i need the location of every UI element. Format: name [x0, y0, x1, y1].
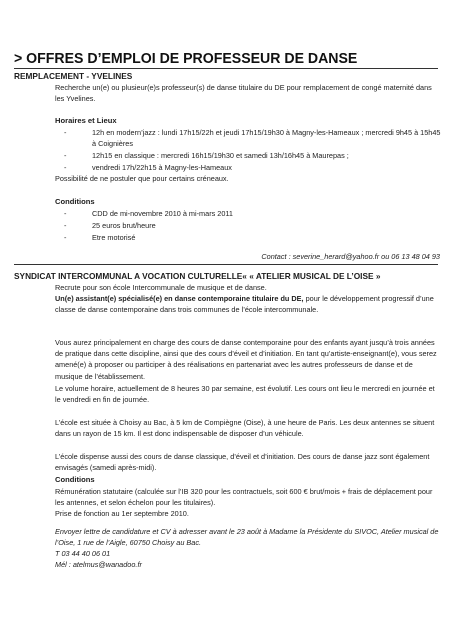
offer1-contact: Contact : severine_herard@yahoo.fr ou 06 13 48 04 93: [261, 252, 440, 261]
offer1-condition-text: CDD de mi-novembre 2010 à mi-mars 2011: [92, 209, 233, 218]
page-title: > OFFRES D’EMPLOI DE PROFESSEUR DE DANSE: [14, 50, 358, 67]
bullet-dash: -: [64, 209, 67, 218]
offer1-hours-text: 12h15 en classique : mercredi 16h15/19h30 et samedi 13h/16h45 à Maurepas ;: [92, 151, 349, 160]
offer2-role: [55, 293, 441, 315]
bullet-dash: -: [64, 128, 67, 137]
bullet-dash: -: [64, 163, 67, 172]
section-rule: [14, 264, 438, 265]
offer2-paragraph: Vous aurez principalement en charge des cours de danse contemporaine pour des enfants ayant jusqu’à trois années de pratique dans cette discipline, ainsi que des cours d’éveil et d’initiation. En tant qu’artiste-enseignant(e), vous serez amené(e) à proposer ou participer à des réalisations en partenariat avec les autres professeurs de danse et de musique de l’établissement.: [55, 338, 437, 381]
bullet-dash: -: [64, 151, 67, 160]
offer1-heading: REMPLACEMENT - YVELINES: [14, 71, 133, 81]
offer1-hours-text: vendredi 17h/22h15 à Magny-les-Hameaux: [92, 163, 232, 172]
offer1-condition-text: 25 euros brut/heure: [92, 221, 156, 230]
bullet-dash: -: [64, 221, 67, 230]
offer2-paragraph: L’école est située à Choisy au Bac, à 5 km de Compiègne (Oise), à une heure de Paris. Les deux antennes se situent dans un rayon de 15 km. Il est donc indispensable de disposer d’un véhicule.: [55, 418, 435, 439]
offer2-email: Mél : atelmus@wanadoo.fr: [55, 560, 142, 569]
offer2-heading: SYNDICAT INTERCOMMUNAL A VOCATION CULTURELLE« « ATELIER MUSICAL DE L’OISE »: [14, 271, 381, 281]
offer2-conditions-title: Conditions: [55, 475, 95, 484]
offer2-role-title: Un(e) assistant(e) spécialisé(e) en danse contemporaine titulaire du DE,: [55, 294, 304, 303]
offer1-hours-text: 12h en modern’jazz : lundi 17h15/22h et jeudi 17h15/19h30 à Magny-les-Hameaux ; mercredi 9h45 à 15h45 à Coignières: [92, 128, 441, 149]
bullet-dash: -: [64, 233, 67, 242]
offer2-paragraph: Le volume horaire, actuellement de 8 heures 30 par semaine, est évolutif. Les cours ont lieu le mercredi en journée et le vendredi en fin de journée.: [55, 384, 435, 405]
offer1-conditions-title: Conditions: [55, 197, 95, 206]
offer2-phone: T 03 44 40 06 01: [55, 549, 111, 558]
offer2-start-date: Prise de fonction au 1er septembre 2010.: [55, 509, 189, 518]
offer1-intro: Recherche un(e) ou plusieur(e)s professeur(s) de danse titulaire du DE pour remplacement de congé maternité dans les Yvelines.: [55, 83, 432, 104]
offer2-paragraph: L’école dispense aussi des cours de danse classique, d’éveil et d’initiation. Des cours de danse jazz sont également envisagés (samedi après-midi).: [55, 452, 430, 473]
offer1-hours-title: Horaires et Lieux: [55, 116, 117, 125]
offer2-intro: Recrute pour son école Intercommunale de musique et de danse.: [55, 283, 267, 292]
title-rule: [14, 68, 438, 69]
offer1-condition-text: Etre motorisé: [92, 233, 136, 242]
offer2-apply: Envoyer lettre de candidature et CV à adresser avant le 23 août à Madame la Présidente du SIVOC, Atelier musical de l’Oise, 1 rue de l’Aigle, 60750 Choisy au Bac.: [55, 527, 439, 548]
offer1-hours-note: Possibilité de ne postuler que pour certains créneaux.: [55, 174, 229, 183]
offer2-conditions-text: Rémunération statutaire (calculée sur l’IB 320 pour les contractuels, soit 600 € brut/mois + frais de déplacement pour les antennes, et selon échelon pour les titulaires).: [55, 487, 433, 508]
offer2-role-description: pour le développement progressif d’une classe de danse contemporaine dans trois communes de l’école intercommunale.: [55, 294, 434, 315]
